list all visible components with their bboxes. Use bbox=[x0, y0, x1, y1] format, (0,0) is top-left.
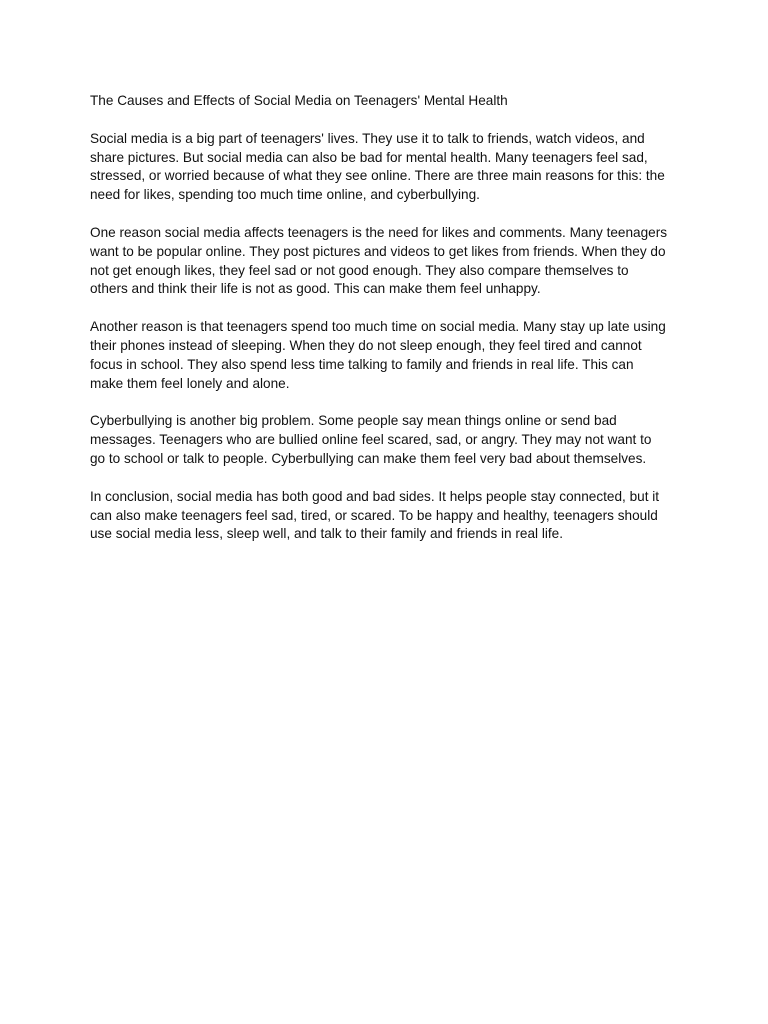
paragraph-line: want to be popular online. They post pictures and videos to get likes from friends. When they do bbox=[90, 243, 666, 259]
paragraph-line: Another reason is that teenagers spend too much time on social media. Many stay up late using bbox=[90, 319, 666, 335]
paragraph-line: use social media less, sleep well, and talk to their family and friends in real life. bbox=[90, 526, 563, 542]
paragraph-line: One reason social media affects teenagers is the need for likes and comments. Many teenagers bbox=[90, 224, 668, 240]
paragraph-conclusion bbox=[90, 488, 680, 544]
paragraph-line: share pictures. But social media can also be bad for mental health. Many teenagers feel sad, bbox=[90, 149, 648, 165]
paragraph-line: others and think their life is not as good. This can make them feel unhappy. bbox=[90, 281, 541, 297]
paragraph-line: make them feel lonely and alone. bbox=[90, 375, 290, 391]
paragraph-line: can also make teenagers feel sad, tired, or scared. To be happy and healthy, teenagers should bbox=[90, 507, 658, 523]
paragraph-line: stressed, or worried because of what they see online. There are three main reasons for this: the bbox=[90, 168, 665, 184]
paragraph-cyberbullying bbox=[90, 412, 680, 468]
paragraph-line: their phones instead of sleeping. When they do not sleep enough, they feel tired and cannot bbox=[90, 337, 642, 353]
document-body bbox=[90, 92, 680, 563]
paragraph-line: not get enough likes, they feel sad or not good enough. They also compare themselves to bbox=[90, 262, 629, 278]
paragraph-line: In conclusion, social media has both good and bad sides. It helps people stay connected, but it bbox=[90, 488, 660, 504]
paragraph-line: need for likes, spending too much time online, and cyberbullying. bbox=[90, 187, 480, 203]
paragraph-line: Social media is a big part of teenagers' lives. They use it to talk to friends, watch videos, and bbox=[90, 130, 645, 146]
paragraph-intro bbox=[90, 130, 680, 205]
paragraph-line: go to school or talk to people. Cyberbullying can make them feel very bad about themselves. bbox=[90, 450, 647, 466]
paragraph-screen-time bbox=[90, 318, 680, 393]
paragraph-line: focus in school. They also spend less time talking to family and friends in real life. This can bbox=[90, 356, 634, 372]
document-title: The Causes and Effects of Social Media on Teenagers' Mental Health bbox=[90, 93, 508, 108]
paragraph-likes bbox=[90, 224, 680, 299]
paragraph-line: Cyberbullying is another big problem. Some people say mean things online or send bad bbox=[90, 413, 617, 429]
paragraph-line: messages. Teenagers who are bullied online feel scared, sad, or angry. They may not want to bbox=[90, 432, 652, 448]
